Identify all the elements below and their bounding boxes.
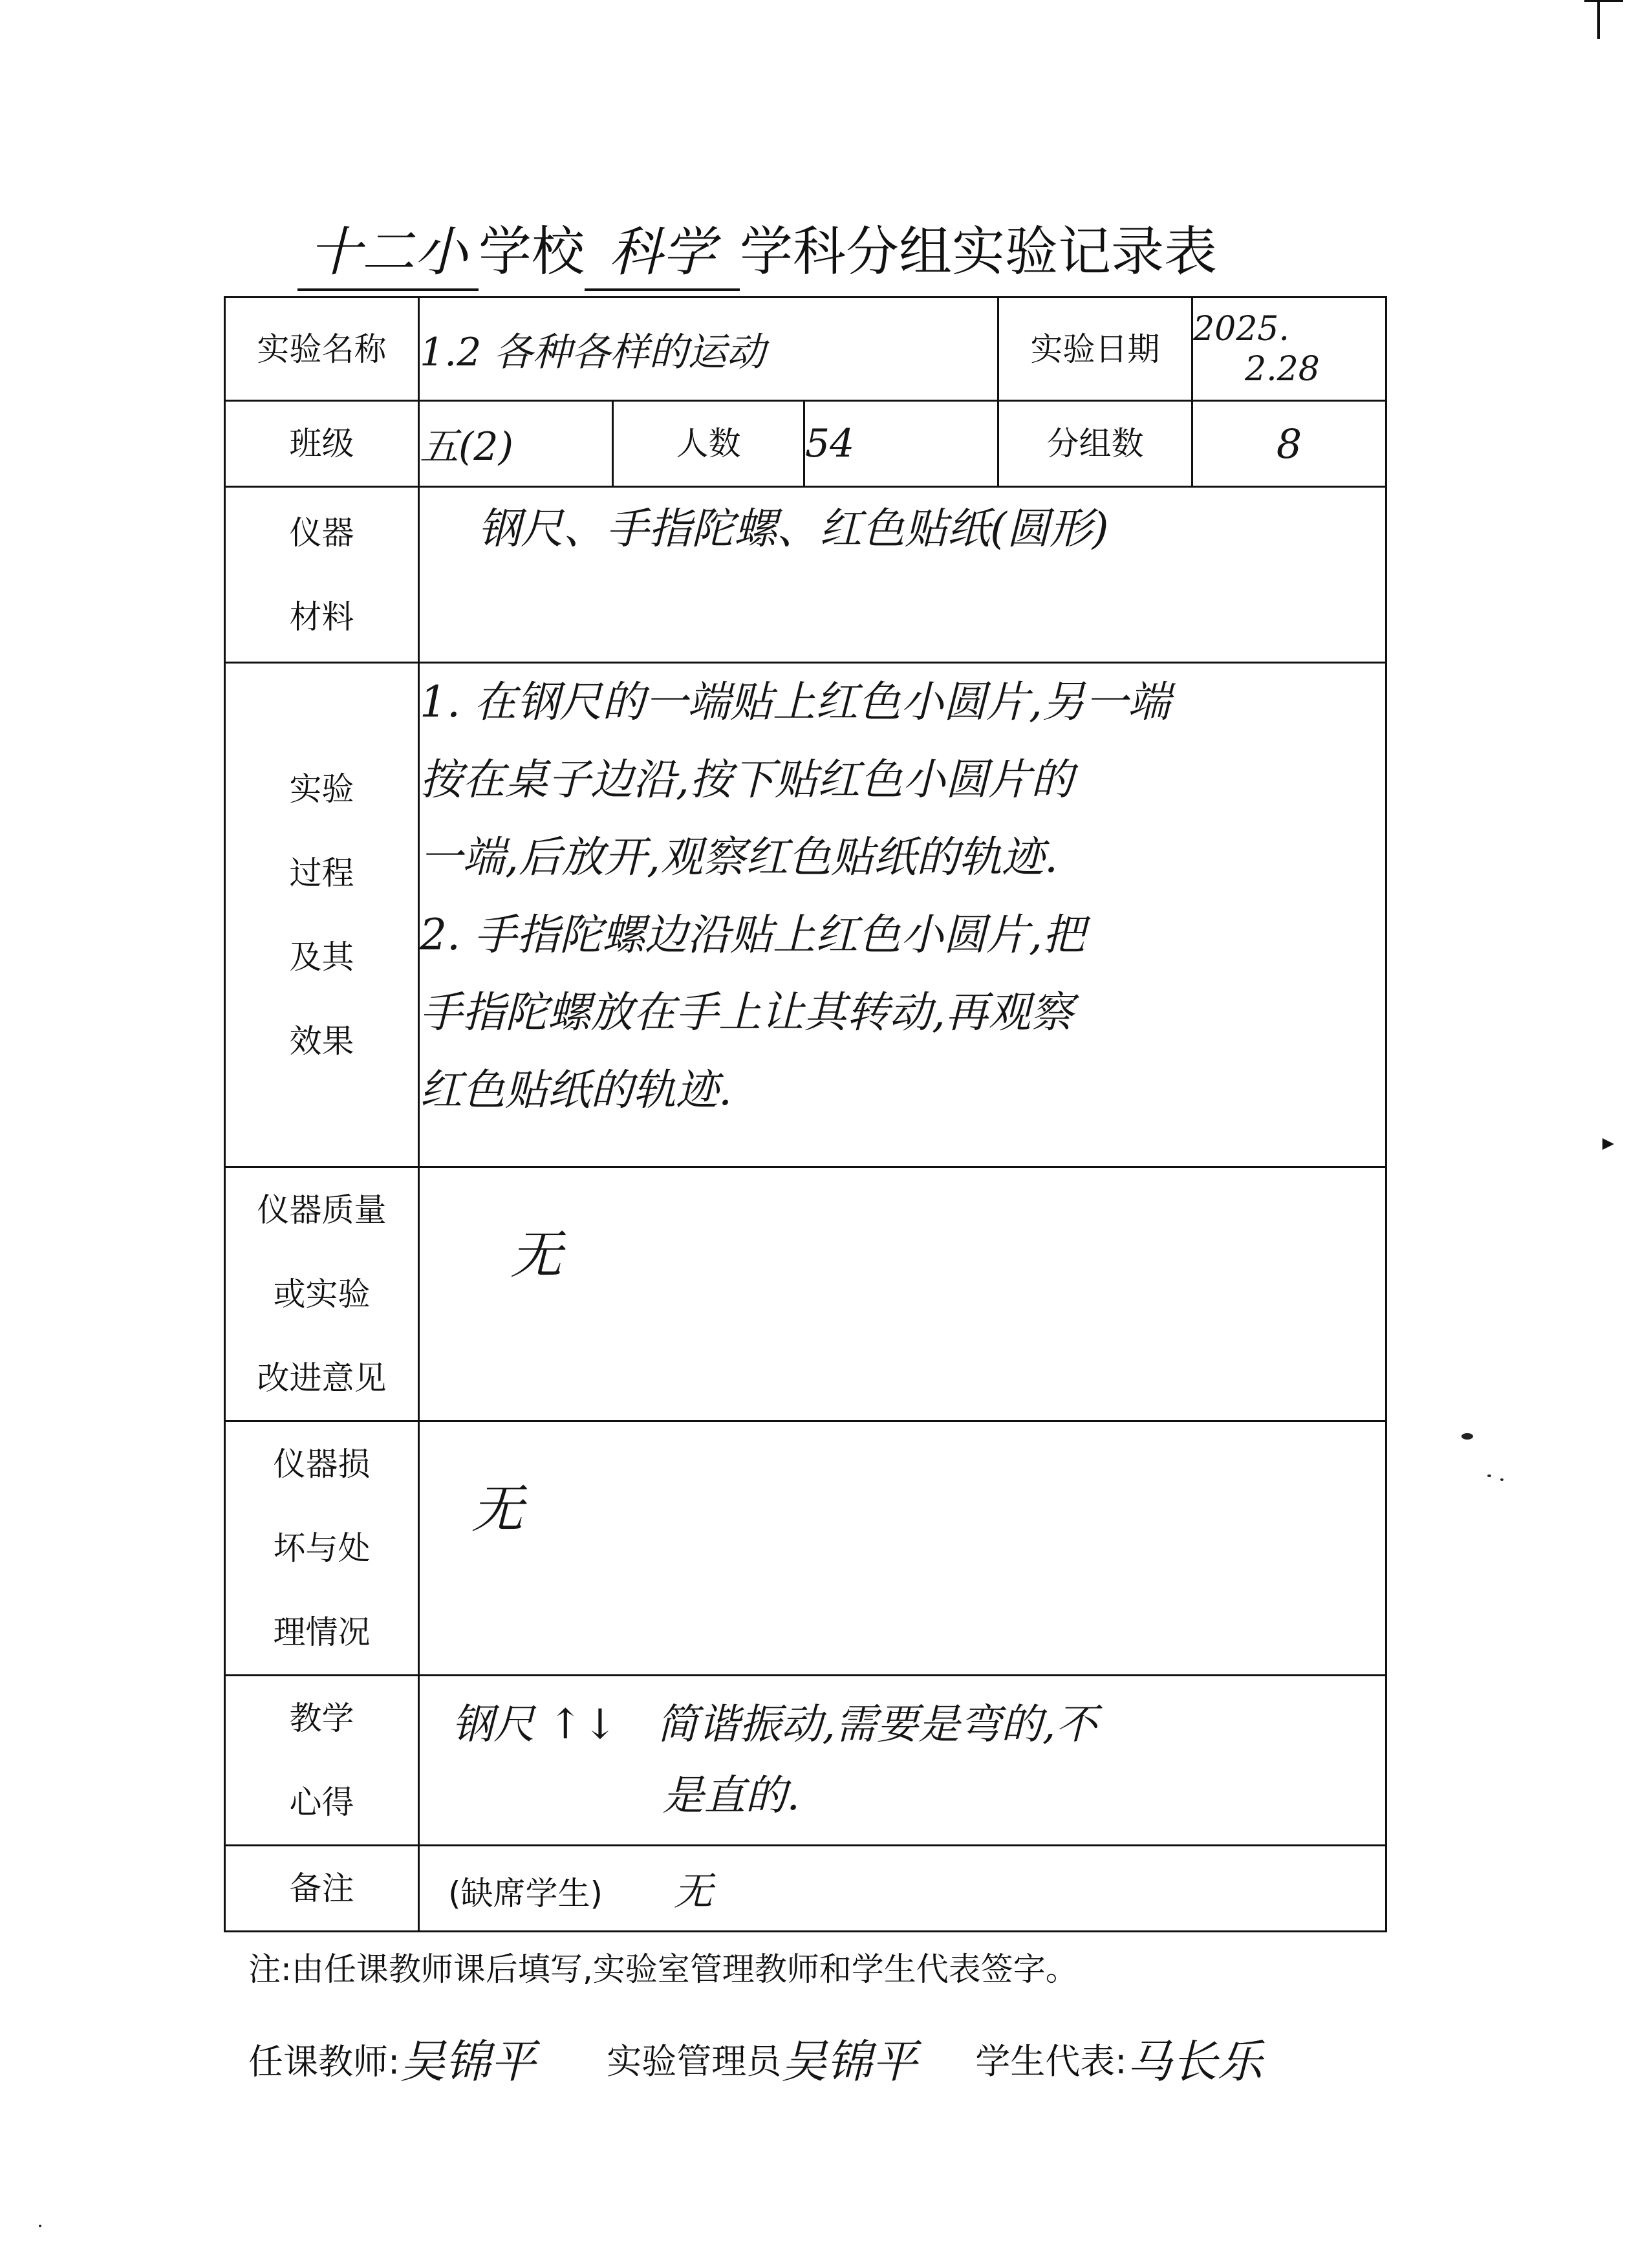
experiment-date-year: 2025. [1193, 309, 1289, 349]
row-reflection [225, 1676, 1386, 1846]
student-label: 学生代表: [975, 2041, 1127, 2082]
reflection-label [225, 1676, 419, 1846]
process-label-line: 效果 [289, 1022, 354, 1060]
reflection-label-line: 教学 [289, 1700, 354, 1737]
title-suffix: 学科分组实验记录表 [740, 221, 1218, 283]
row-experiment-name [225, 297, 1386, 401]
scan-corner-mark [1597, 0, 1600, 39]
damage-label [225, 1421, 419, 1676]
groups-value: 8 [1192, 401, 1386, 487]
scan-speck [39, 2225, 41, 2227]
experiment-name-value: 1.2 各种各样的运动 [419, 297, 998, 401]
damage-label-line: 仪器损 [273, 1445, 371, 1483]
damage-label-line: 理情况 [273, 1614, 371, 1651]
page-title [297, 213, 1397, 291]
process-line: 手指陀螺放在手上让其转动,再观察 [420, 988, 1073, 1037]
scan-speck [1461, 1433, 1473, 1440]
equipment-label-line: 仪器 [289, 513, 354, 552]
row-remark [225, 1846, 1386, 1932]
admin-signature: 吴锦平 [781, 2035, 918, 2089]
equipment-label [225, 487, 419, 663]
quality-label [225, 1167, 419, 1421]
quality-label-line: 或实验 [273, 1275, 371, 1313]
process-label-line: 过程 [289, 854, 354, 892]
process-line: 红色贴纸的轨迹. [420, 1065, 732, 1115]
process-line: 按在桌子边沿,按下贴红色小圆片的 [420, 755, 1073, 805]
quality-label-line: 仪器质量 [257, 1191, 387, 1229]
school-name-fill: 十二小 [297, 217, 479, 291]
damage-label-line: 坏与处 [273, 1529, 371, 1567]
school-suffix: 学校 [479, 221, 585, 283]
experiment-date-day: 2.28 [1245, 349, 1320, 389]
experiment-name-label: 实验名称 [225, 297, 419, 401]
signature-line [248, 2021, 1477, 2099]
process-label-line: 实验 [289, 770, 354, 808]
student-signature: 马长乐 [1126, 2035, 1263, 2089]
remark-prompt: (缺席学生) [448, 1875, 603, 1912]
subject-fill: 科学 [585, 217, 740, 291]
remark-value-cell [419, 1846, 1386, 1932]
row-class-info [225, 401, 1386, 487]
experiment-record-table [224, 296, 1387, 1932]
count-value: 54 [804, 401, 998, 487]
process-label-line: 及其 [289, 938, 354, 976]
equipment-label-line: 材料 [289, 598, 354, 636]
process-label [225, 663, 419, 1167]
admin-label: 实验管理员 [607, 2041, 782, 2082]
row-damage [225, 1421, 1386, 1676]
count-label: 人数 [613, 401, 804, 487]
remark-label: 备注 [225, 1846, 419, 1932]
scan-speck [1500, 1478, 1503, 1481]
reflection-label-line: 心得 [289, 1784, 354, 1821]
row-process [225, 663, 1386, 1167]
teacher-signature: 吴锦平 [400, 2035, 536, 2089]
groups-label: 分组数 [998, 401, 1192, 487]
process-line: 2. 手指陀螺边沿贴上红色小圆片,把 [420, 910, 1085, 960]
equipment-value: 钢尺、手指陀螺、红色贴纸(圆形) [419, 487, 1386, 663]
damage-value: 无 [419, 1421, 1386, 1676]
row-equipment [225, 487, 1386, 663]
quality-value: 无 [419, 1167, 1386, 1421]
scan-speck [1487, 1474, 1491, 1477]
remark-value: 无 [674, 1869, 713, 1914]
reflection-line: 钢尺 ↑↓ 简谐振动,需要是弯的,不 [452, 1701, 1097, 1749]
process-line: 1. 在钢尺的一端贴上红色小圆片,另一端 [420, 677, 1170, 727]
reflection-line: 是直的. [452, 1772, 800, 1820]
scan-corner-mark [1584, 0, 1623, 2]
class-value: 五(2) [419, 401, 613, 487]
row-quality [225, 1167, 1386, 1421]
experiment-date-value [1192, 297, 1386, 401]
process-value [419, 663, 1386, 1167]
experiment-date-label: 实验日期 [998, 297, 1192, 401]
teacher-label: 任课教师: [248, 2041, 400, 2082]
process-line: 一端,后放开,观察红色贴纸的轨迹. [420, 832, 1058, 882]
footer-note: 注:由任课教师课后填写,实验室管理教师和学生代表签字。 [248, 1950, 1078, 1988]
scan-arrow-mark [1602, 1138, 1614, 1150]
quality-label-line: 改进意见 [257, 1359, 387, 1397]
class-label: 班级 [225, 401, 419, 487]
reflection-value [419, 1676, 1386, 1846]
